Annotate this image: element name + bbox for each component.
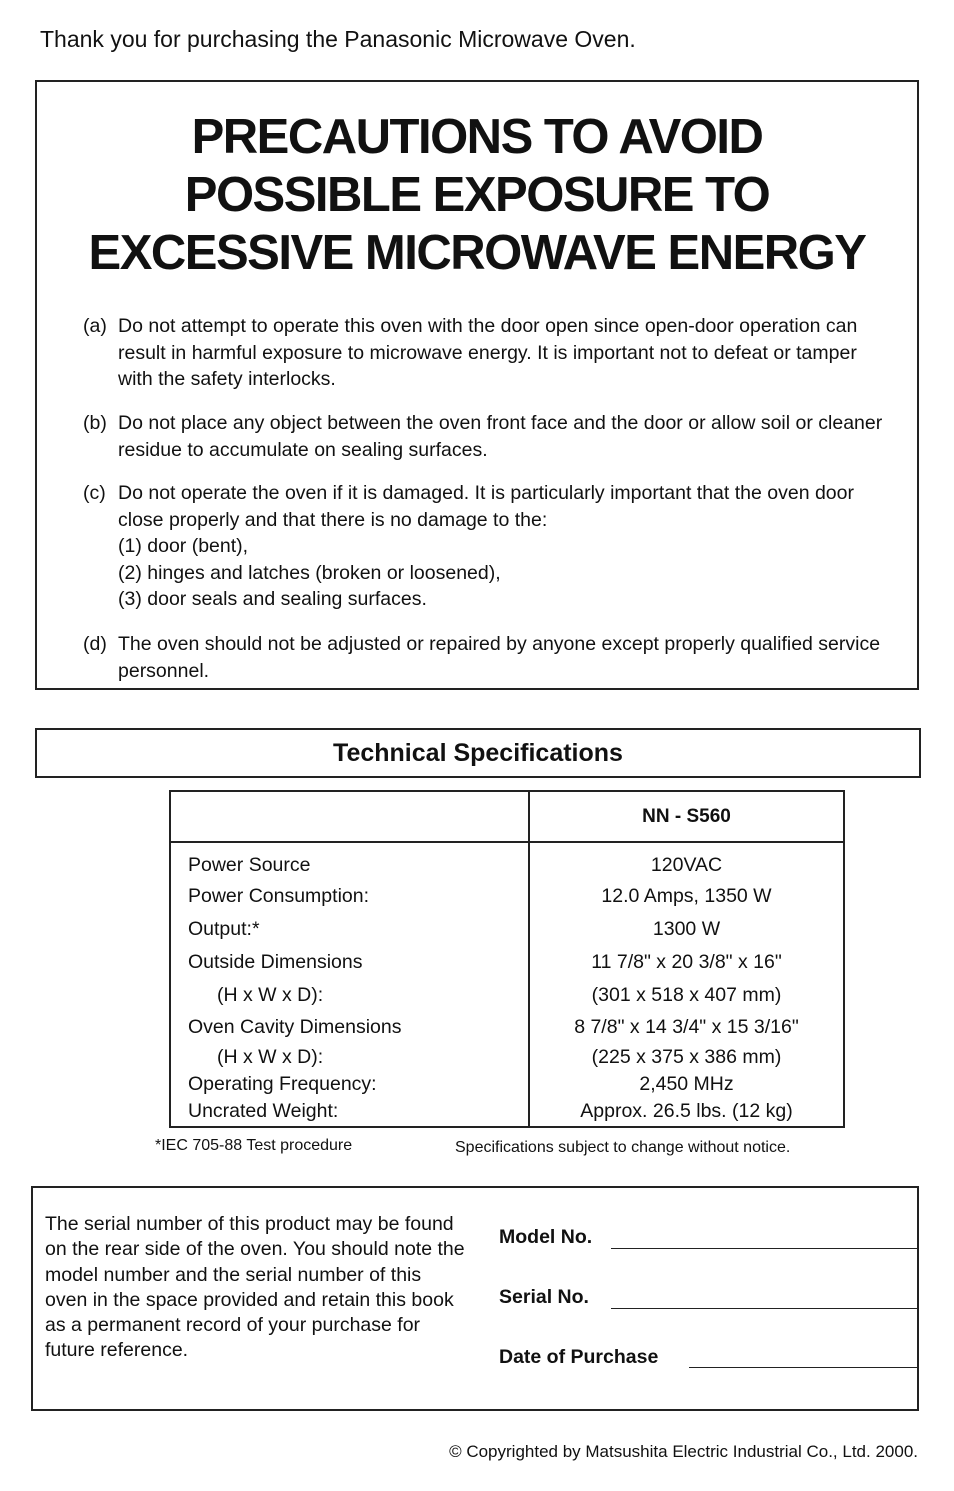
spec-value: 8 7/8" x 14 3/4" x 15 3/16" <box>574 1016 799 1038</box>
item-text: Do not operate the oven if it is damaged. It is particularly important that the oven door close properly and that there is no damage to the: <box>118 482 854 531</box>
table-row <box>171 883 843 909</box>
subitem: (1) door (bent), <box>118 535 249 557</box>
serial-no-line <box>611 1308 917 1309</box>
precaution-item-d <box>83 631 883 684</box>
item-text: Do not attempt to operate this oven with the door open since open-door operation can result in harmful exposure to microwave energy. It is important not to defeat or tamper with the safety interlocks. <box>118 315 858 390</box>
item-text: Do not place any object between the oven front face and the door or allow soil or cleaner residue to accumulate on sealing surfaces. <box>118 412 883 461</box>
spec-key: Operating Frequency: <box>188 1073 377 1095</box>
spec-key: Oven Cavity Dimensions <box>188 1016 402 1038</box>
table-row <box>171 949 843 975</box>
spec-key: Uncrated Weight: <box>188 1100 339 1122</box>
subitem: (2) hinges and latches (broken or loosened), <box>118 561 501 584</box>
spec-value: (301 x 518 x 407 mm) <box>591 984 782 1006</box>
specs-table <box>169 790 845 1128</box>
spec-key: (H x W x D): <box>217 1046 324 1068</box>
precautions-title-line: PRECAUTIONS TO AVOID <box>191 110 763 164</box>
intro-text: Thank you for purchasing the Panasonic Microwave Oven. <box>40 26 636 52</box>
precautions-title-line: EXCESSIVE MICROWAVE ENERGY <box>88 226 866 280</box>
precaution-item-c <box>83 480 883 613</box>
table-row <box>171 852 843 878</box>
date-of-purchase-label: Date of Purchase <box>499 1346 659 1368</box>
spec-key: Output:* <box>188 918 260 940</box>
table-row <box>171 1014 843 1040</box>
model-no-label: Model No. <box>499 1226 593 1248</box>
precaution-item-b <box>83 410 883 463</box>
model-no-line <box>611 1248 917 1249</box>
spec-key: Power Consumption: <box>188 885 370 907</box>
item-label: (c) <box>83 482 106 504</box>
change-notice: Specifications subject to change without notice. <box>455 1139 791 1156</box>
test-procedure-footnote: *IEC 705-88 Test procedure <box>155 1137 353 1154</box>
specs-heading: Technical Specifications <box>35 728 921 778</box>
copyright-notice: © Copyrighted by Matsushita Electric Industrial Co., Ltd. 2000. <box>449 1442 918 1461</box>
spec-value: 120VAC <box>650 854 723 876</box>
spec-value: (225 x 375 x 386 mm) <box>591 1046 782 1068</box>
item-label: (a) <box>83 315 107 337</box>
table-row <box>171 1098 843 1124</box>
spec-value: 1300 W <box>652 918 721 940</box>
item-label: (d) <box>83 633 107 655</box>
subitem: (3) door seals and sealing surfaces. <box>118 588 427 610</box>
precaution-item-a <box>83 313 883 393</box>
date-of-purchase-line <box>689 1367 917 1368</box>
item-label: (b) <box>83 412 107 434</box>
spec-value: 11 7/8" x 20 3/8" x 16" <box>591 951 782 973</box>
table-row <box>171 1044 843 1070</box>
spec-key: Power Source <box>188 854 311 876</box>
precautions-title-line: POSSIBLE EXPOSURE TO <box>184 168 770 222</box>
spec-key: (H x W x D): <box>217 984 324 1006</box>
spec-value: Approx. 26.5 lbs. (12 kg) <box>580 1100 793 1122</box>
table-row <box>171 916 843 942</box>
header-divider <box>171 841 843 843</box>
serial-no-label: Serial No. <box>499 1286 589 1308</box>
spec-key: Outside Dimensions <box>188 951 363 973</box>
spec-value: 12.0 Amps, 1350 W <box>601 885 772 907</box>
precautions-title <box>37 108 917 282</box>
serial-record-box <box>31 1186 919 1411</box>
table-row <box>171 1071 843 1097</box>
item-text: The oven should not be adjusted or repaired by anyone except properly qualified service personnel. <box>118 633 881 682</box>
table-row <box>171 982 843 1008</box>
precautions-box <box>35 80 919 690</box>
spec-value: 2,450 MHz <box>639 1073 734 1095</box>
serial-instructions: The serial number of this product may be found on the rear side of the oven. You should note the model number and the serial number of this oven in the space provided and retain this book as a permanent record of your purchase for future reference. <box>45 1213 465 1362</box>
model-header: NN - S560 <box>642 806 731 827</box>
